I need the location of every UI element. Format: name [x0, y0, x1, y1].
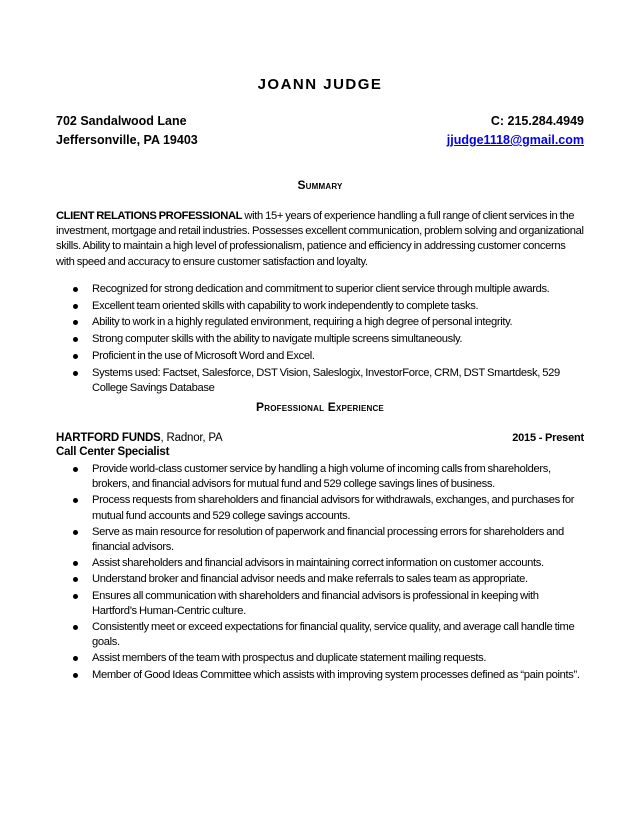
job-header [56, 432, 584, 444]
bullet-icon [73, 320, 78, 325]
list-item [56, 349, 584, 364]
contact-row-1 [56, 114, 584, 128]
list-item [56, 315, 584, 330]
list-item-text: Proficient in the use of Microsoft Word and Excel. [92, 349, 315, 362]
list-item-text: Assist shareholders and financial advisors in maintaining correct information on customer accounts. [92, 557, 544, 570]
bullet-icon [73, 467, 78, 472]
list-item-text: Member of Good Ideas Committee which assists with improving system processes defined as “pain points”. [92, 668, 580, 681]
summary-paragraph [56, 209, 584, 270]
bullet-icon [73, 304, 78, 309]
list-item-text: Provide world-class customer service by handling a high volume of incoming calls from shareholders, brokers, and financial advisors for mutual fund and 529 college savings lines of business. [92, 463, 551, 491]
list-item-text: Serve as main resource for resolution of paperwork and financial processing errors for shareholders and financial advisors. [92, 525, 564, 554]
list-item [56, 651, 584, 666]
summary-text: with 15+ years of experience handling a full range of client services in the investment, mortgage and retail industries. Possesses excellent communication, problem solving and organizational skills. Ability to maintain a high level of professionalism, patience and efficiency in addressing customer concerns with speed and accuracy to ensure customer satisfaction and loyalty. [56, 210, 584, 268]
summary-lead: CLIENT RELATIONS PROFESSIONAL [56, 210, 243, 222]
list-item [56, 282, 584, 297]
job-location: , Radnor, PA [160, 432, 223, 444]
list-item [56, 462, 584, 492]
bullet-icon [73, 498, 78, 503]
bullet-icon [73, 577, 78, 582]
address-line-1: 702 Sandalwood Lane [56, 114, 187, 128]
list-item-text: Excellent team oriented skills with capability to work independently to complete tasks. [92, 299, 479, 312]
list-item [56, 589, 584, 619]
bullet-icon [73, 337, 78, 342]
list-item [56, 556, 584, 571]
list-item [56, 366, 584, 396]
summary-heading: Summary [297, 178, 343, 192]
bullet-icon [73, 561, 78, 566]
list-item-text: Strong computer skills with the ability to navigate multiple screens simultaneously. [92, 333, 463, 346]
list-item-text: Systems used: Factset, Salesforce, DST Vision, Saleslogix, InvestorForce, CRM, DST Smartdesk, 529 College Savings Database [92, 366, 560, 394]
list-item [56, 299, 584, 314]
phone-number: C: 215.284.4949 [490, 114, 584, 128]
list-item [56, 668, 584, 683]
list-item-text: Assist members of the team with prospectus and duplicate statement mailing requests. [92, 652, 487, 665]
list-item-text: Ensures all communication with shareholders and financial advisors is professional in keeping with Hartford’s Human-Centric culture. [92, 589, 539, 617]
job-bullet-list [56, 462, 584, 684]
summary-bullet-list [56, 282, 584, 397]
list-item [56, 620, 584, 650]
list-item-text: Ability to work in a highly regulated environment, requiring a high degree of personal integrity. [92, 316, 513, 329]
bullet-icon [73, 673, 78, 678]
list-item [56, 493, 584, 523]
list-item [56, 525, 584, 555]
bullet-icon [73, 287, 78, 292]
address-line-2: Jeffersonville, PA 19403 [56, 133, 198, 147]
bullet-icon [73, 594, 78, 599]
bullet-icon [73, 530, 78, 535]
list-item-text: Understand broker and financial advisor needs and make referrals to sales team as appropriate. [92, 573, 528, 586]
bullet-icon [73, 354, 78, 359]
job-company: HARTFORD FUNDS [56, 432, 161, 444]
email-link[interactable]: jjudge1118@gmail.com [446, 133, 584, 147]
list-item-text: Consistently meet or exceed expectations for financial quality, service quality, and average call handle time goals. [92, 621, 575, 649]
candidate-name: JOANN JUDGE [257, 76, 383, 93]
list-item-text: Recognized for strong dedication and commitment to superior client service through multiple awards. [92, 283, 550, 295]
bullet-icon [73, 371, 78, 376]
experience-heading: Professional Experience [256, 400, 384, 414]
list-item [56, 572, 584, 587]
list-item [56, 332, 584, 347]
bullet-icon [73, 656, 78, 661]
job-company-line [56, 432, 222, 444]
list-item-text: Process requests from shareholders and financial advisors for withdrawals, exchanges, and purchases for mutual fund accounts and 529 college savings accounts. [92, 494, 575, 522]
job-position: Call Center Specialist [56, 446, 170, 458]
bullet-icon [73, 625, 78, 630]
contact-row-2 [56, 133, 584, 147]
job-dates: 2015 - Present [512, 432, 584, 444]
